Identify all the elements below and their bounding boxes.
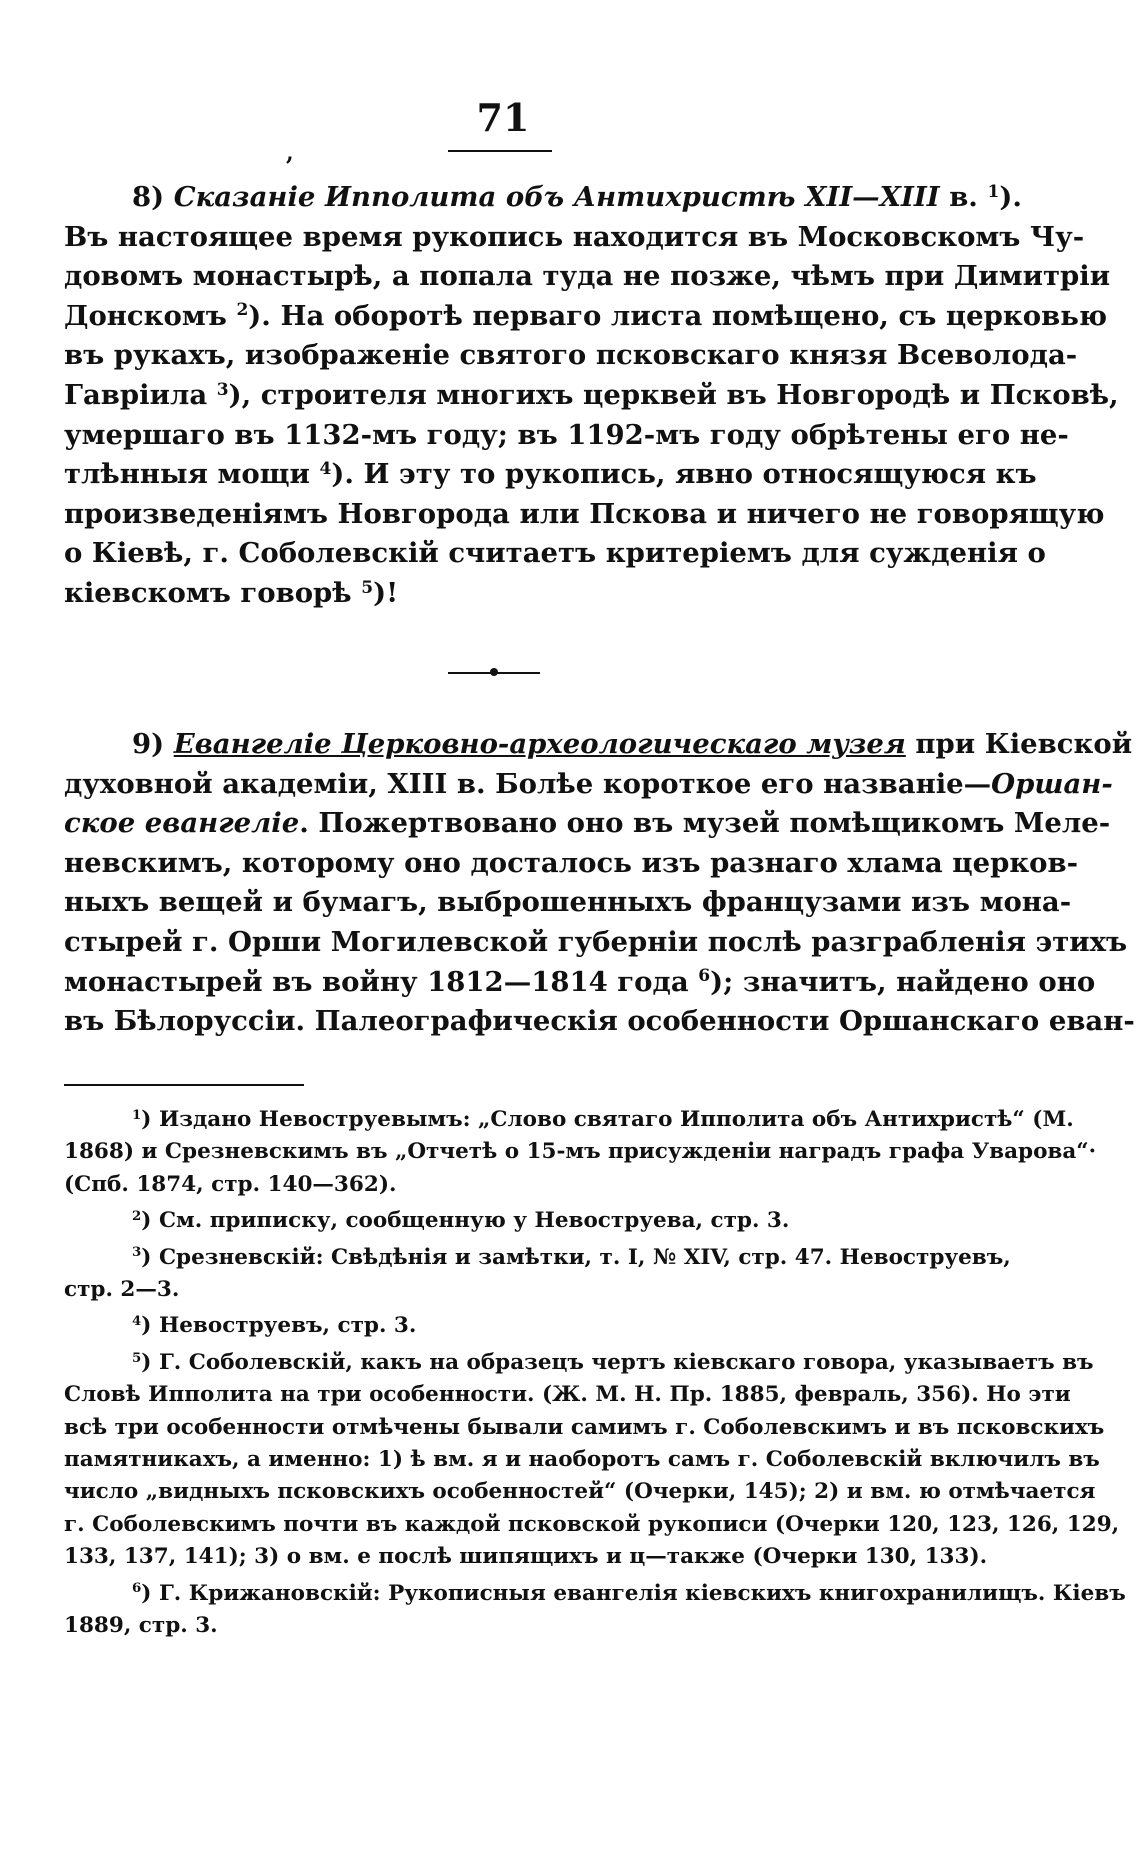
footnote-6-line-2: 1889, стр. 3. bbox=[64, 1613, 218, 1639]
text-fragment: Гавріила bbox=[64, 378, 208, 411]
section-9-line-3 bbox=[64, 804, 1111, 844]
footnote-ref: 5 bbox=[361, 577, 374, 598]
footnote-number: 2 bbox=[132, 1207, 142, 1224]
text-fragment: . Пожертвовано оно въ музей помѣщикомъ Меле- bbox=[299, 807, 1111, 840]
text-fragment: ). bbox=[999, 181, 1022, 213]
italic-fragment: ское евангеліе bbox=[64, 807, 300, 840]
item-number: 9) bbox=[132, 728, 165, 760]
item-number: 8) bbox=[132, 181, 165, 213]
text-fragment: духовной академіи, XIII в. Болѣе короткое его названіе— bbox=[64, 767, 992, 800]
footnote-3-line-2: стр. 2—3. bbox=[64, 1277, 180, 1303]
item-title: Сказаніе Ипполита объ Антихристѣ XII—XIII bbox=[173, 181, 940, 213]
footnote-4-line-1 bbox=[64, 1310, 942, 1342]
text-fragment: ) Издано Невоструевымъ: „Слово святаго Ипполита объ Антихристѣ“ (М. bbox=[141, 1107, 1074, 1132]
footnote-rule bbox=[64, 1084, 304, 1086]
footnote-5-line-5: число „видныхъ псковскихъ особенностей“ (Очерки, 145); 2) и вм. ю отмѣчается bbox=[64, 1479, 1096, 1505]
page-number-rule bbox=[448, 150, 552, 152]
section-8-line-11 bbox=[64, 574, 942, 614]
text-fragment: ). На оборотѣ перваго листа помѣщено, съ церковью bbox=[248, 299, 1108, 332]
footnote-5-line-1 bbox=[64, 1347, 1094, 1379]
footnote-1-line-1 bbox=[64, 1104, 1074, 1136]
item-title: Евангеліе Церковно-археологическаго музея bbox=[173, 728, 906, 760]
section-8-line-10: о Кіевѣ, г. Соболевскій считаетъ критеріемъ для сужденія о bbox=[64, 537, 1046, 570]
text-fragment: кіевскомъ говорѣ bbox=[64, 576, 352, 609]
footnote-number: 6 bbox=[132, 1580, 142, 1597]
footnote-1-line-3: (Спб. 1874, стр. 140—362). bbox=[64, 1171, 397, 1197]
section-9-line-2 bbox=[64, 765, 1113, 805]
text-fragment: ) Г. Соболевскій, какъ на образецъ чертъ кіевскаго говора, указываетъ въ bbox=[141, 1349, 1094, 1375]
section-8-line-1 bbox=[64, 178, 1022, 218]
section-8-line-5: въ рукахъ, изображеніе святого псковскаго князя Всеволода- bbox=[64, 339, 1078, 372]
text-fragment: тлѣнныя мощи bbox=[64, 458, 310, 491]
section-8 bbox=[64, 178, 1119, 614]
footnote-number: 5 bbox=[132, 1349, 142, 1366]
text-fragment: в. bbox=[949, 181, 978, 213]
section-9-line-4: невскимъ, которому оно досталось изъ разнаго хлама церков- bbox=[64, 846, 1079, 879]
footnote-number: 4 bbox=[132, 1313, 142, 1330]
footnotes bbox=[64, 1104, 1126, 1643]
text-fragment: при Кіевской bbox=[915, 728, 1133, 760]
footnote-5-line-2: Словѣ Ипполита на три особенности. (Ж. М. Н. Пр. 1885, февраль, 356). Но эти bbox=[64, 1382, 1071, 1408]
section-8-line-6 bbox=[64, 376, 1119, 416]
section-8-line-7: умершаго въ 1132-мъ году; въ 1192-мъ году обрѣтены его не- bbox=[64, 418, 1069, 451]
section-9-line-6: стырей г. Орши Могилевской губерніи послѣ разграбленія этихъ bbox=[64, 925, 1128, 958]
text-fragment: ) Невоструевъ, стр. 3. bbox=[141, 1313, 417, 1339]
section-8-line-9: произведеніямъ Новгорода или Пскова и ничего не говорящую bbox=[64, 497, 1105, 530]
text-fragment: ); значитъ, найдено оно bbox=[710, 965, 1096, 998]
footnote-5-line-6: г. Соболевскимъ почти въ каждой псковской рукописи (Очерки 120, 123, 126, 129, bbox=[64, 1511, 1120, 1537]
footnote-ref: 4 bbox=[319, 458, 332, 479]
footnote-5-line-3: всѣ три особенности отмѣчены бывали самимъ г. Соболевскимъ и въ псковскихъ bbox=[64, 1414, 1105, 1440]
page-number: 71 bbox=[476, 95, 530, 140]
section-8-line-2: Въ настоящее время рукопись находится въ Московскомъ Чу- bbox=[64, 220, 1085, 253]
section-8-line-8 bbox=[64, 455, 1037, 495]
footnote-number: 1 bbox=[132, 1106, 142, 1123]
section-9-line-5: ныхъ вещей и бумагъ, выброшенныхъ французами изъ мона- bbox=[64, 886, 1072, 919]
text-fragment: ) См. приписку, сообщенную у Невоструева, стр. 3. bbox=[141, 1208, 790, 1234]
section-8-line-3: довомъ монастырѣ, а попала туда не позже, чѣмъ при Димитріи bbox=[64, 260, 1111, 293]
footnote-5-line-4: памятникахъ, а именно: 1) ѣ вм. я и наоборотъ самъ г. Соболевскій включилъ въ bbox=[64, 1447, 1100, 1473]
text-fragment: ), строителя многихъ церквей въ Новгородѣ и Псковѣ, bbox=[228, 378, 1119, 411]
section-9 bbox=[64, 725, 1135, 1042]
section-9-line-8: въ Бѣлоруссіи. Палеографическія особенности Оршанскаго еван- bbox=[64, 1005, 1135, 1038]
footnote-ref: 2 bbox=[236, 300, 249, 321]
margin-mark: , bbox=[286, 140, 294, 166]
section-9-line-7 bbox=[64, 963, 1096, 1003]
text-fragment: )! bbox=[373, 576, 399, 609]
footnote-ref: 6 bbox=[698, 966, 711, 987]
text-fragment: ). И эту то рукопись, явно относящуюся къ bbox=[331, 458, 1037, 491]
italic-fragment: Оршан- bbox=[991, 767, 1113, 800]
footnote-ref: 3 bbox=[216, 379, 229, 400]
text-fragment: монастырей въ войну 1812—1814 года bbox=[64, 965, 689, 998]
footnote-2-line-1 bbox=[64, 1205, 942, 1237]
footnote-ref: 1 bbox=[987, 181, 1000, 202]
footnote-5-line-7: 133, 137, 141); 3) о вм. е послѣ шипящихъ и ц—также (Очерки 130, 133). bbox=[64, 1544, 988, 1570]
footnote-number: 3 bbox=[132, 1244, 142, 1261]
section-9-line-1 bbox=[64, 725, 1133, 765]
footnote-1-line-2: 1868) и Срезневскимъ въ „Отчетѣ о 15-мъ присужденіи наградъ графа Уварова“· bbox=[64, 1139, 1097, 1165]
section-8-line-4 bbox=[64, 297, 1108, 337]
text-fragment: ) Срезневскій: Свѣдѣнія и замѣтки, т. I, № XIV, стр. 47. Невоструевъ, bbox=[141, 1244, 1011, 1270]
footnote-3-line-1 bbox=[64, 1242, 1011, 1274]
text-fragment: Донскомъ bbox=[64, 299, 227, 332]
footnote-6-line-1 bbox=[64, 1578, 1126, 1610]
section-divider-ornament bbox=[490, 668, 498, 676]
text-fragment: ) Г. Крижановскій: Рукописныя евангелія кіевскихъ книгохранилищъ. Кіевъ bbox=[141, 1580, 1126, 1606]
